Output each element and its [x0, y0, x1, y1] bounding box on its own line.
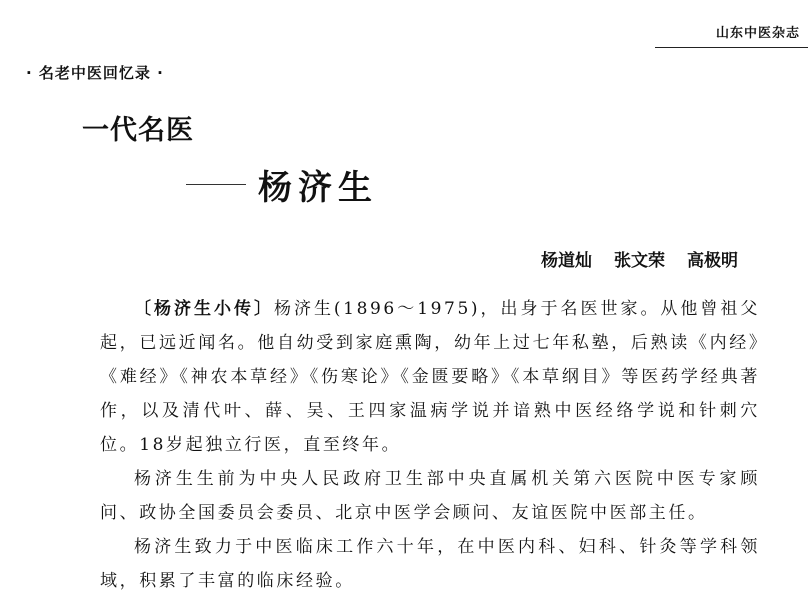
- article-body: [100, 292, 760, 598]
- subtitle-name: 杨济生: [258, 168, 378, 208]
- em-dash-rule: [186, 184, 246, 185]
- column-label: · 名老中医回忆录 ·: [26, 64, 164, 82]
- article-subtitle: [186, 160, 378, 209]
- author-name: 杨道灿: [541, 251, 592, 271]
- paragraph-positions: 杨济生生前为中央人民政府卫生部中央直属机关第六医院中医专家顾问、政协全国委员会委员、北京中医学会顾问、友谊医院中医部主任。: [100, 469, 760, 523]
- author-name: 高极明: [687, 251, 738, 271]
- paragraph-text: 杨济生(1896～1975)，出身于名医世家。从他曾祖父起，已远近闻名。他自幼受到家庭熏陶，幼年上过七年私塾，后熟读《内经》《难经》《神农本草经》《伤寒论》《金匮要略》《本草纲目》等医药学经典著作，以及清代叶、薛、吴、王四家温病学说并谙熟中医经络学说和针刺穴位。18岁起独立行医，直至终年。: [100, 299, 761, 455]
- header-rule: [655, 47, 808, 48]
- author-list: [541, 246, 738, 271]
- paragraph-experience: 杨济生致力于中医临床工作六十年，在中医内科、妇科、针灸等学科领域，积累了丰富的临床经验。: [100, 537, 760, 591]
- journal-name: 山东中医杂志: [715, 26, 800, 41]
- article-title: 一代名医: [82, 115, 194, 146]
- author-name: 张文荣: [614, 251, 665, 271]
- paragraph-bio: [100, 292, 760, 462]
- bio-label: 〔杨济生小传〕: [134, 299, 274, 319]
